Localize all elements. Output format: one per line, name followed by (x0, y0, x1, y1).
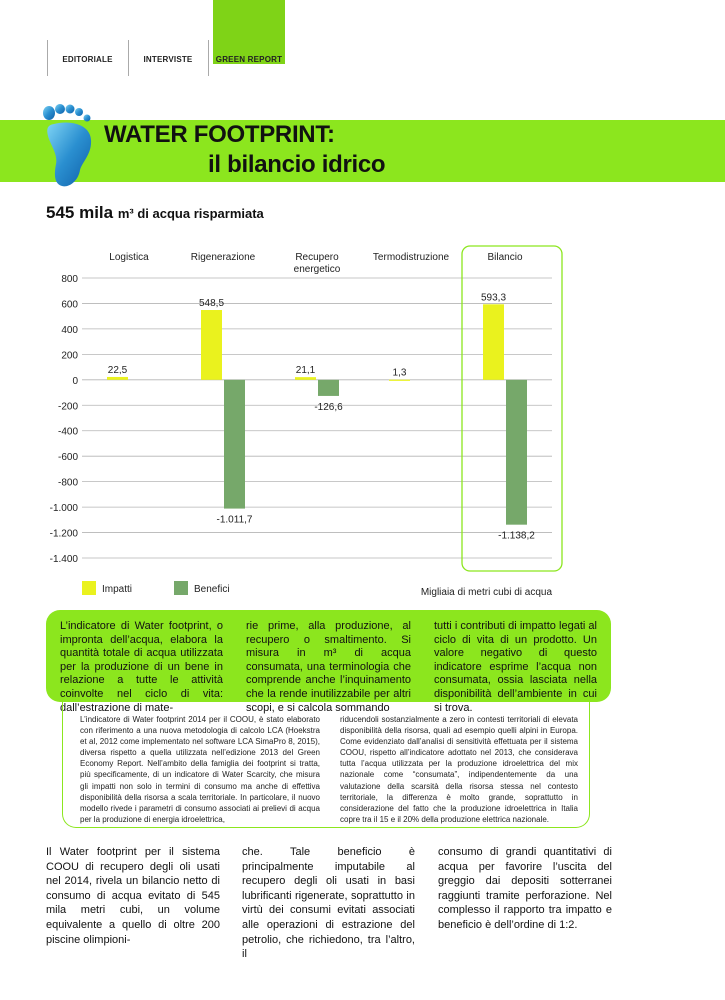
subtitle-main: 545 mila (46, 203, 114, 222)
data-label: -126,6 (314, 401, 343, 413)
data-label: 1,3 (392, 367, 407, 379)
data-label: -1.011,7 (216, 514, 253, 526)
page-title-line1: WATER FOOTPRINT: (104, 121, 335, 148)
note-column-2: riducendoli sostanzialmente a zero in contesti territoriali di elevata disponibilità della risorsa, quali ad esempio quelli alpini in Europa. Come evidenziato dall’analisi di sensitività effettuata per il sistema COOU, rispetto all’indicatore adottato nel 2013, che considerava tutta l’acqua utilizzata per la produzione idroelettrica del mix nazionale come “consumata”, indipendentemente da una valutazione della scarsità della risorsa stessa nel contesto territoriale, la differenza è molto grande, soprattutto in considerazione del fatto che la produzione idroelettrica in Italia copre tra il 15 e il 20% della produzione elettrica nazionale. (340, 715, 578, 824)
chart-unit-note: Migliaia di metri cubi di acqua (420, 587, 552, 598)
category-label: Bilancio (487, 252, 523, 263)
nav-divider (208, 40, 209, 76)
y-tick-label: 400 (61, 324, 78, 336)
legend-label: Benefici (194, 584, 230, 595)
intro-column-1: L’indicatore di Water footprint, o impronta dell’acqua, elabora la quantità totale di acqua utilizzata per la produzione di un bene in relazione a tutte le attività coinvolte nel ciclo di vita: dall’estrazione di mate- (60, 620, 223, 714)
top-navigation (0, 0, 725, 80)
y-tick-label: -1.200 (49, 528, 78, 540)
category-label: Recupero energetico (293, 252, 341, 275)
data-label: 593,3 (480, 292, 507, 304)
bar (506, 380, 527, 525)
data-label: 22,5 (107, 364, 128, 376)
chart-subtitle (46, 203, 264, 223)
y-tick-label: 200 (61, 350, 78, 362)
chart-category-labels (109, 252, 523, 275)
body-column-1: Il Water footprint per il sistema COOU di recupero degli oli usati nel 2014, rivela un bilancio netto di consumo di acqua evitato di 545 mila metri cubi, un volume equivalente a quello di oltre 200 piscine olimpioni- (46, 846, 220, 946)
nav-item-green-report[interactable] (213, 40, 285, 76)
footprint-icon (40, 104, 96, 188)
legend-label: Impatti (102, 584, 133, 595)
subtitle-rest: m³ di acqua risparmiata (117, 206, 264, 221)
legend-swatch (174, 581, 188, 595)
chart-y-tick-labels (50, 274, 79, 565)
nav-item-interviste[interactable] (128, 40, 208, 76)
nav-item-label: EDITORIALE (62, 55, 113, 64)
category-label: Logistica (109, 252, 149, 263)
category-label: Rigenerazione (190, 252, 256, 263)
chart-data-labels (108, 292, 536, 541)
legend-swatch (82, 581, 96, 595)
y-tick-label: -400 (57, 426, 78, 438)
bar (483, 304, 504, 380)
nav-item-editoriale[interactable] (47, 40, 128, 76)
intro-column-3: tutti i contributi di impatto legati al ciclo di vita di un prodotto. Un valore negativo di questo indicatore esprime l’acqua non consumata, ossia lasciata nella disponibilità dell’ambiente in cui si trova. (434, 620, 597, 714)
intro-column-2: rie prime, alla produzione, al recupero o smaltimento. Si misura in m³ di acqua consumata, una terminologia che comprende anche l’inquinamento che la rende inutilizzabile per altri scopi, e si calcola sommando (246, 620, 411, 714)
body-column-3: consumo di grandi quantitativi di acqua per favorire l’uscita del greggio dai depositi sotterranei raggiunti tramite perforazione. Nel complesso il rapporto tra impatto e beneficio è dell’ordine di 1:2. (438, 846, 612, 931)
nav-item-label: INTERVISTE (143, 55, 193, 64)
y-tick-label: -800 (57, 477, 78, 489)
chart-legend (82, 581, 552, 598)
y-tick-label: 0 (72, 375, 78, 387)
bar (295, 377, 316, 380)
y-tick-label: 600 (61, 299, 78, 311)
nav-item-label: GREEN REPORT (215, 55, 283, 64)
y-tick-label: -1.400 (49, 554, 78, 565)
y-tick-label: 800 (61, 274, 78, 285)
bar (224, 380, 245, 509)
page-title-line2: il bilancio idrico (208, 151, 386, 178)
chart-bars (107, 304, 527, 524)
bar (107, 377, 128, 380)
y-tick-label: -600 (57, 452, 78, 464)
bar (201, 310, 222, 380)
note-column-1: L’indicatore di Water footprint 2014 per il COOU, è stato elaborato con riferimento a una nuova metodologia di calcolo LCA (Hoekstra et al, 2012 come implementato nel software LCA SimaPro 8, 2015), diversa rispetto a quella utilizzata nell’edizione 2013 del Green Economy Report. Nell’ambito della famiglia dei footprint si tratta, più specificamente, di un indicatore di Water Scarcity, che misura gli impatti non solo in termini di consumo ma anche di effettiva disponibilità della risorsa a scala territoriale. In particolare, il nuovo modello rivede i parametri di consumo associati ai prelievi di acqua per la produzione di energia idroelettrica, (80, 715, 320, 824)
bar (318, 380, 339, 396)
data-label: 548,5 (198, 298, 225, 310)
y-tick-label: -1.000 (49, 503, 78, 515)
data-label: 21,1 (295, 365, 316, 377)
body-column-2: che. Tale beneficio è principalmente imputabile al recupero degli oli usati in basi lubrificanti rigenerate, soprattutto in virtù dei consumi evitati associati alle operazioni di estrazione del petrolio, che richiedono, tra l’altro, il (242, 846, 415, 961)
water-footprint-chart (0, 240, 725, 610)
bar (389, 380, 410, 381)
y-tick-label: -200 (57, 401, 78, 413)
category-label: Termodistruzione (372, 252, 450, 263)
data-label: -1.138,2 (498, 530, 535, 542)
